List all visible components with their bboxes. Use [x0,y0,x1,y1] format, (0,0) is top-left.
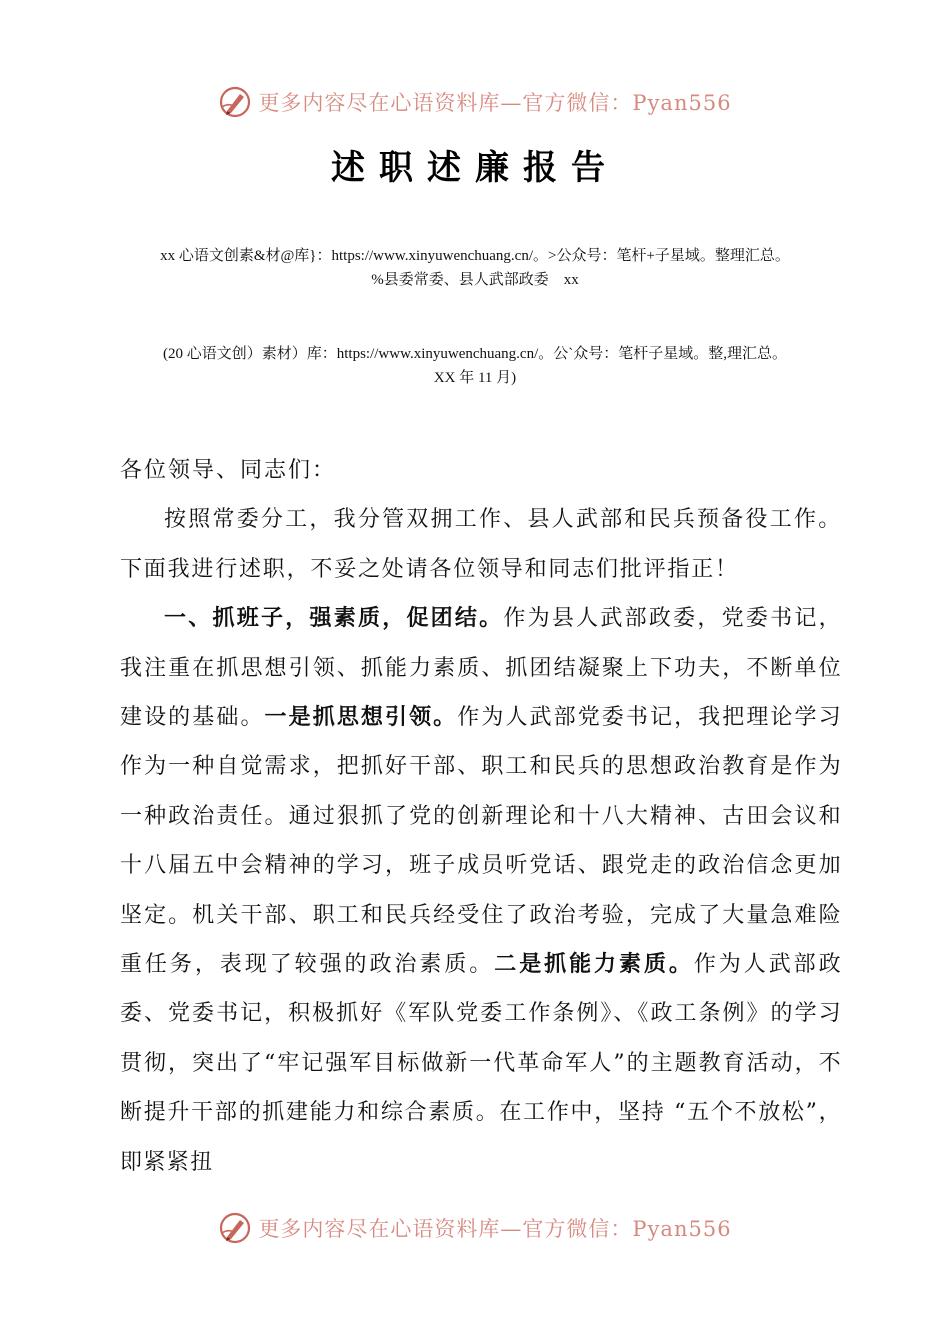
banner-text: 更多内容尽在心语资料库—官方微信：Pyan556 [258,91,732,115]
paragraph-text: 作为人武部党委书记，我把理论学习作为一种自觉需求，把抓好干部、职工和民兵的思想政治教育是作为一种政治责任。通过狠抓了党的创新理论和十八大精神、古田会议和十八届五中会精神的学习，班子成员听党话、跟党走的政治信念更加坚定。机关干部、职工和民兵经受住了政治考验，完成了大量急难险重任务，表现了较强的政治素质。 [120,705,843,978]
document-body [120,446,842,1187]
paragraph [120,594,842,1187]
pen-circle-icon [218,85,252,119]
meta-block-1 [0,244,950,292]
pen-circle-icon [218,1211,252,1245]
meta-line: XX 年 11 月) [433,370,517,386]
meta-line: (20 心语文创）素材）库：https://www.xinyuwenchuang.cn/。公`众号：笔杆子星域。整,理汇总。 [163,346,787,362]
footer-banner [0,1206,950,1250]
banner-text: 更多内容尽在心语资料库—官方微信：Pyan556 [258,1217,732,1241]
section-heading: 一、抓班子，强素质，促团结。 [164,605,504,632]
paragraph-text: 作为人武部政委、党委书记，积极抓好《军队党委工作条例》、《政工条例》的学习贯彻，突出了“牢记强军目标做新一代革命军人”的主题教育活动，不断提升干部的抓建能力和综合素质。在工作中，坚持 “五个不放松”，即紧紧扭 [120,952,842,1175]
salutation: 各位领导、同志们： [120,458,337,483]
paragraph: 按照常委分工，我分管双拥工作、县人武部和民兵预备役工作。下面我进行述职，不妥之处请各位领导和同志们批评指正！ [120,507,842,582]
paragraph-text: 作为县人武部政委，党委书记，我注重在抓思想引领、抓能力素质、抓团结凝聚上下功夫，不断单位建设的基础。 [120,606,842,731]
subheading: 二是抓能力素质。 [494,951,694,978]
header-banner [0,80,950,124]
subheading: 一是抓思想引领。 [264,704,458,731]
meta-line: xx 心语文创素&材@库}：https://www.xinyuwenchuang.cn/。>公众号：笔杆+子星域。整理汇总。 [160,248,790,264]
meta-block-2 [0,342,950,390]
page-title: 述职述廉报告 [331,148,619,188]
meta-line: %县委常委、县人武部政委 xx [371,272,579,288]
